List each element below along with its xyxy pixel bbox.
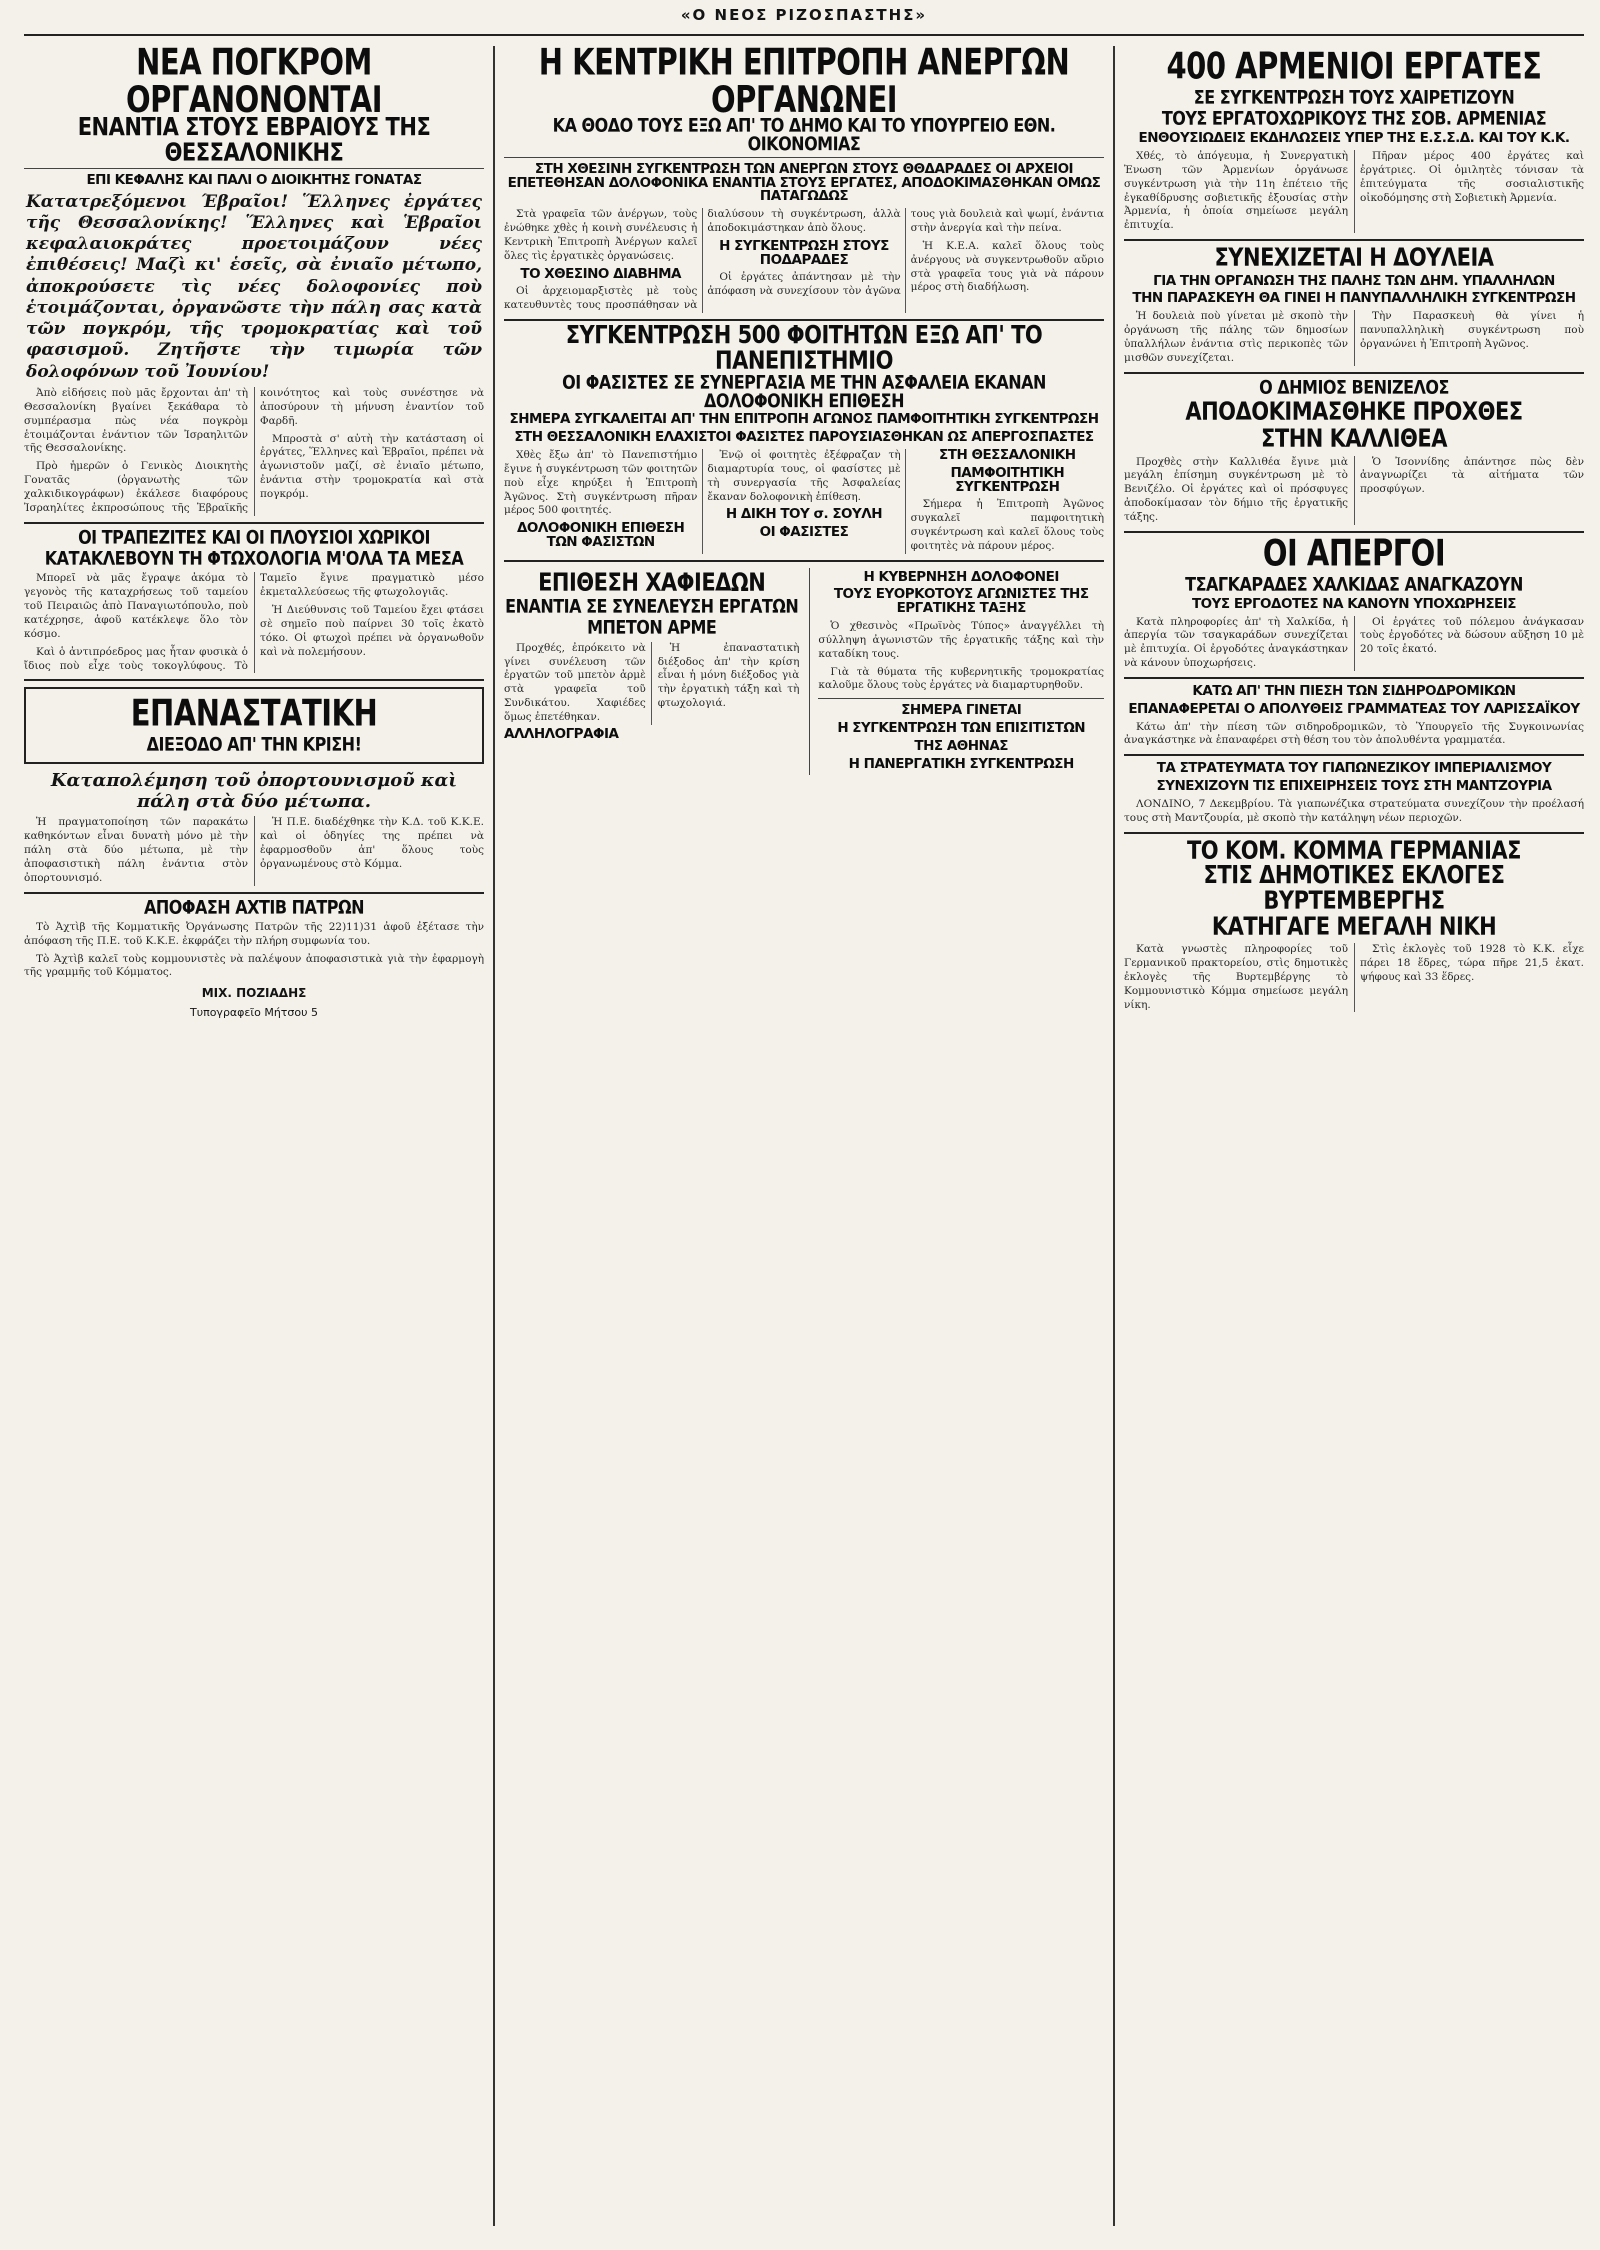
article-unemployed xyxy=(504,46,1104,313)
paragraph: Μπορεῖ νὰ μᾶς ἔγραψε ἀκόμα τὸ γεγονὸς τῆς καταχρήσεως τοῦ ταμείου τοῦ Πειραιῶς ἀπὸ Παναγιωτόπουλο, ποὺ κατέχρησε, ἀφοῦ κατέκλεψε ὅλο τὸν κόσμο. xyxy=(24,572,248,640)
article-manchuria xyxy=(1124,762,1584,825)
paragraph: Χθές, τὸ ἀπόγευμα, ἡ Συνεργατικὴ Ἐνωση τῶν Ἀρμενίων ὀργάνωσε συγκέντρωση γιὰ τὴν 11η ἐπέτειο τῆς ἐγκαθίδρυσης σοβιετικῆς ἐξουσίας στὴν Ἀρμενία, ἡ ὁποία σημείωσε μεγάλη ἐπιτυχία. xyxy=(1124,149,1348,232)
divider xyxy=(24,679,484,681)
article-germany xyxy=(1124,834,1584,1013)
article-body xyxy=(1124,456,1584,525)
paragraph: Ἡ Π.Ε. διαδέχθηκε τὴν Κ.Δ. τοῦ Κ.Κ.Ε. καὶ οἱ ὁδηγίες της πρέπει νὰ ἐφαρμοσθοῦν ἀπ' ὅλους τοὺς ὀργανωμένους στὸ Κόμμα. xyxy=(260,816,484,870)
article-venizelos xyxy=(1124,375,1584,525)
paragraph: Ἀπὸ εἰδήσεις ποὺ μᾶς ἔρχονται ἀπ' τὴ Θεσσαλονίκη βγαίνει ξεκάθαρα τὸ συμπέρασμα πὼς νέα πογκρὸμ ἑτοιμάζονται ἐνάντιον τῶν Ἰσραηλιτῶν τῆς Θεσσαλονίκης. xyxy=(24,386,248,455)
correspondence-heading: ΑΛΛΗΛΟΓΡΑΦΙΑ xyxy=(504,725,619,742)
paragraph: Στὰ γραφεῖα τῶν ἀνέργων, τοὺς ἐνώθηκε χθὲς ἡ κοινὴ συνέλευσις ἡ Κεντρικὴ Ἐπιτροπὴ Ἀνέργων καλεῖ ὅλες τὶς ἐργατικὲς ὀργανώσεις. xyxy=(504,208,698,262)
headline: ΤΟ ΚΟΜ. ΚΟΜΜΑ ΓΕΡΜΑΝΙΑΣ xyxy=(1186,834,1522,864)
article-body xyxy=(1124,150,1584,233)
article-hafiedes xyxy=(504,568,799,776)
headline-sub: ΔΙΕΞΟΔΟ ΑΠ' ΤΗΝ ΚΡΙΣΗ! xyxy=(146,733,362,756)
headline: ΟΙ ΑΠΕΡΓΟΙ xyxy=(1262,531,1446,574)
headline-deck: ΣΗΜΕΡΑ ΣΥΓΚΑΛΕΙΤΑΙ ΑΠ' ΤΗΝ ΕΠΙΤΡΟΠΗ ΑΓΩΝΟΣ ΠΑΜΦΟΙΤΗΤΙΚΗ ΣΥΓΚΕΝΤΡΩΣΗ xyxy=(509,411,1099,428)
headline-sub: ΕΝΑΝΤΙΑ ΣΤΟΥΣ ΕΒΡΑΙΟΥΣ ΤΗΣ ΘΕΣΣΑΛΟΝΙΚΗΣ xyxy=(77,112,431,167)
paragraph: Προχθές, ἐπρόκειτο νὰ γίνει συνέλευση τῶν ἐργατῶν τοῦ μπετὸν ἀρμὲ στὰ γραφεῖα τοῦ Συνδικάτου. Χαφιέδες ὅμως ἐπετέθηκαν. xyxy=(504,641,646,724)
paragraph: Ἡ δουλειὰ ποὺ γίνεται μὲ σκοπὸ τὴν ὀργάνωση τῆς πάλης τῶν δημοσίων ὑπαλλήλων ἐνάντια στὶς περικοπὲς τῶν μισθῶν συνεχίζεται. xyxy=(1124,310,1348,364)
headline: ΑΠΟΦΑΣΗ ΑΧΤΙΒ ΠΑΤΡΩΝ xyxy=(143,896,364,918)
paragraph: Σήμερα ἡ Ἐπιτροπὴ Ἀγῶνος συγκαλεῖ παμφοιτητικὴ συγκέντρωση καὶ καλεῖ ὅλους τοὺς φοιτητὲς νὰ πάρουν μέρος. xyxy=(910,498,1104,552)
headline: ΤΑ ΣΤΡΑΤΕΥΜΑΤΑ ΤΟΥ ΓΙΑΠΩΝΕΖΙΚΟΥ ΙΜΠΕΡΙΑΛΙΣΜΟΥ xyxy=(1156,760,1552,777)
divider xyxy=(1124,372,1584,374)
headline-sub: ΤΗΣ ΑΘΗΝΑΣ xyxy=(914,737,1009,754)
divider xyxy=(24,168,484,169)
headline-deck: ΤΗΝ ΠΑΡΑΣΚΕΥΗ ΘΑ ΓΙΝΕΙ Η ΠΑΝΥΠΑΛΛΗΛΙΚΗ ΣΥΓΚΕΝΤΡΩΣΗ xyxy=(1132,290,1576,307)
paragraph: Ἡ Κ.Ε.Α. καλεῖ ὅλους τοὺς ἀνέργους νὰ συγκεντρωθοῦν αὔριο στὰ γραφεῖα τους γιὰ νὰ πάρουν μέρος στὴ διαδήλωση. xyxy=(910,239,1104,294)
section-subhead: Η ΠΑΝΕΡΓΑΤΙΚΗ ΣΥΓΚΕΝΤΡΩΣΗ xyxy=(848,755,1074,772)
paragraph: Τὸ Ἀχτὶβ καλεῖ τοὺς κομμουνιστὲς νὰ παλέψουν ἀποφασιστικὰ γιὰ τὴν ἐφαρμογὴ τῆς γραμμῆς τοῦ Κόμματος. xyxy=(24,952,484,979)
headline-sub: ΚΑΤΗΓΑΓΕ ΜΕΓΑΛΗ ΝΙΚΗ xyxy=(1211,911,1497,940)
paragraph: Γιὰ τὰ θύματα τῆς κυβερνητικῆς τρομοκρατίας καλοῦμε ὅλους τοὺς ἐργάτες νὰ διαμαρτυρηθοῦν. xyxy=(818,665,1104,692)
headline-sub: ΕΠΑΝΑΦΕΡΕΤΑΙ Ο ΑΠΟΛΥΘΕΙΣ ΓΡΑΜΜΑΤΕΑΣ ΤΟΥ ΛΑΡΙΣΣΑΪΚΟΥ xyxy=(1128,700,1580,717)
article-bankers xyxy=(24,526,484,674)
paragraph: Πῆραν μέρος 400 ἐργάτες καὶ ἐργάτριες. Οἱ ὁμιλητὲς τόνισαν τὰ ἐπιτεύγματα τῆς σοσιαλιστικῆς οἰκοδόμησης στὴ Σοβιετικὴ Ἀρμενία. xyxy=(1360,149,1584,204)
column-rule xyxy=(493,46,495,2226)
section-subhead: Η ΔΙΚΗ ΤΟΥ σ. ΣΟΥΛΗ xyxy=(725,506,883,523)
article-body xyxy=(24,816,484,885)
section-subhead: ΤΟ ΧΘΕΣΙΝΟ ΔΙΑΒΗΜΑ xyxy=(520,265,681,282)
headline-sub: ΣΥΝΕΧΙΖΟΥΝ ΤΙΣ ΕΠΙΧΕΙΡΗΣΕΙΣ ΤΟΥΣ ΣΤΗ ΜΑΝΤΖΟΥΡΙΑ xyxy=(1156,778,1552,795)
section-subhead: ΔΟΛΟΦΟΝΙΚΗ ΕΠΙΘΕΣΗ ΤΩΝ ΦΑΣΙΣΤΩΝ xyxy=(516,520,685,551)
headline: ΟΙ ΤΡΑΠΕΖΙΤΕΣ ΚΑΙ ΟΙ ΠΛΟΥΣΙΟΙ ΧΩΡΙΚΟΙ xyxy=(78,526,430,549)
paragraph: Οἱ ἐργάτες τοῦ πόλεμου ἀνάγκασαν τοὺς ἐργοδότες νὰ δώσουν αὔξηση 10 μὲ 20 τοῖς ἑκατό. xyxy=(1360,615,1584,656)
paragraph: Χθὲς ἔξω ἀπ' τὸ Πανεπιστήμιο ἔγινε ἡ συγκέντρωση τῶν φοιτητῶν ποὺ εἶχε κηρύξει ἡ Ἐπιτροπὴ Ἀγῶνος. Στὴ συγκέντρωση πῆραν μέρος 500 φοιτητές. xyxy=(504,448,698,517)
article-body xyxy=(1124,616,1584,671)
article-government xyxy=(809,568,1104,776)
article-subhead: Καταπολέμηση τοῦ ὀπορτουνισμοῦ καὶ πάλη στὰ δύο μέτωπα. xyxy=(50,770,458,813)
headline-deck: ΣΤΗ ΘΕΣΣΑΛΟΝΙΚΗ ΕΛΑΧΙΣΤΟΙ ΦΑΣΙΣΤΕΣ ΠΑΡΟΥΣΙΑΣΘΗΚΑΝ ΩΣ ΑΠΕΡΓΟΣΠΑΣΤΕΣ xyxy=(514,429,1094,446)
divider xyxy=(504,157,1104,158)
headline: ΣΥΓΚΕΝΤΡΩΣΗ 500 ΦΟΙΤΗΤΩΝ ΕΞΩ ΑΠ' ΤΟ ΠΑΝΕΠΙΣΤΗΜΙΟ xyxy=(565,320,1043,375)
paragraph: ΛΟΝΔΙΝΟ, 7 Δεκεμβρίου. Τὰ γιαπωνέζικα στρατεύματα συνεχίζουν τὴν προέλασή τους στὴ Μαντζουρία, μὲ σκοπὸ τὴν κατάληψη νέων περιοχῶν. xyxy=(1124,797,1584,824)
headline-sub: ΑΠΟΔΟΚΙΜΑΣΘΗΚΕ ΠΡΟΧΘΕΣ xyxy=(1185,396,1523,426)
lower-center-row xyxy=(504,568,1104,776)
headline-deck: ΣΤΗ ΧΘΕΣΙΝΗ ΣΥΓΚΕΝΤΡΩΣΗ ΤΩΝ ΑΝΕΡΓΩΝ ΣΤΟΥΣ ΘΘΔΑΡΑΔΕΣ ΟΙ ΑΡΧΕΙΟΙ ΕΠΕΤΕΘΗΣΑΝ ΔΟΛΟΦΟΝΙΚΑ ΕΝΑΝΤΙΑ ΣΤΟΥΣ ΕΡΓΑΤΕΣ, ΑΠΟΔΟΚΙΜΑΣΘΗΚΑΝ ΟΜΩΣ ΠΑΤΑΓΩΔΩΣ xyxy=(507,160,1101,205)
article-armenians xyxy=(1124,46,1584,233)
masthead: «Ο ΝΕΟΣ ΡΙΖΟΣΠΑΣΤΗΣ» xyxy=(24,6,1584,36)
paragraph: Ὁ χθεσινὸς «Πρωϊνὸς Τύπος» ἀναγγέλλει τὴ σύλληψη ἀγωνιστῶν τῆς ἐργατικῆς τάξης καὶ τὴν καταδίκη τους. xyxy=(818,620,1104,660)
section-subhead: ΟΙ ΦΑΣΙΣΤΕΣ xyxy=(759,524,849,541)
headline-sub: ΟΙ ΦΑΣΙΣΤΕΣ ΣΕ ΣΥΝΕΡΓΑΣΙΑ ΜΕ ΤΗΝ ΑΣΦΑΛΕΙΑ ΕΚΑΝΑΝ ΔΟΛΟΦΟΝΙΚΗ ΕΠΙΘΕΣΗ xyxy=(562,371,1046,412)
headline-sub: ΤΟΥΣ ΕΡΓΑΤΟΧΩΡΙΚΟΥΣ ΤΗΣ ΣΟΒ. ΑΡΜΕΝΙΑΣ xyxy=(1161,107,1547,130)
headline-sub: ΕΝΑΝΤΙΑ ΣΕ ΣΥΝΕΛΕΥΣΗ ΕΡΓΑΤΩΝ xyxy=(505,595,799,618)
divider xyxy=(24,892,484,894)
divider xyxy=(504,560,1104,562)
headline-deck: ΕΝΘΟΥΣΙΩΔΕΙΣ ΕΚΔΗΛΩΣΕΙΣ ΥΠΕΡ ΤΗΣ Ε.Σ.Σ.Δ. ΚΑΙ ΤΟΥ Κ.Κ. xyxy=(1138,130,1570,147)
headline: ΝΕΑ ΠΟΓΚΡΟΜ ΟΡΓΑΝΟΝΟΝΤΑΙ xyxy=(126,46,382,121)
headline: ΕΠΙΘΕΣΗ ΧΑΦΙΕΔΩΝ xyxy=(538,567,766,596)
article-body xyxy=(1124,943,1584,1012)
headline: ΣΗΜΕΡΑ ΓΙΝΕΤΑΙ xyxy=(901,702,1022,719)
paragraph: Τὸ Ἀχτὶβ τῆς Κομματικῆς Ὀργάνωσης Πατρῶν τῆς 22)11)31 ἀφοῦ ἐξέτασε τὴν ἀπόφαση τῆς Π.Ε. τοῦ Κ.Κ.Ε. ἐκφράζει τὴν πλήρη συμφωνία του. xyxy=(24,920,484,947)
headline: ΚΑΤΩ ΑΠ' ΤΗΝ ΠΙΕΣΗ ΤΩΝ ΣΙΔΗΡΟΔΡΟΜΙΚΩΝ xyxy=(1192,683,1516,700)
headline: Η ΚΥΒΕΡΝΗΣΗ ΔΟΛΟΦΟΝΕΙ xyxy=(863,568,1059,585)
headline-sub: ΣΤΗΝ ΚΑΛΛΙΘΕΑ xyxy=(1261,423,1447,453)
paragraph: Ἡ ἐπαναστατικὴ διέξοδος ἀπ' τὴν κρίση εἶναι ἡ μόνη διέξοδος γιὰ τὴν ἐργατικὴ τάξη καὶ τὴ φτωχολογιά. xyxy=(657,641,800,710)
paragraph: Κατὰ γνωστὲς πληροφορίες τοῦ Γερμανικοῦ πρακτορείου, στὶς δημοτικὲς ἐκλογὲς τῆς Βυρτεμβέργης τὸ Κομμουνιστικὸ Κόμμα σημείωσε μεγάλη νίκη. xyxy=(1124,943,1348,1011)
paragraph: Τὴν Παρασκευὴ θὰ γίνει ἡ πανυπαλληλικὴ συγκέντρωση ποὺ ὀργανώνει ἡ Ἐπιτροπὴ Ἀγῶνος. xyxy=(1360,310,1584,350)
headline-sub: ΚΑΤΑΚΛΕΒΟΥΝ ΤΗ ΦΤΩΧΟΛΟΓΙΑ Μ'ΟΛΑ ΤΑ ΜΕΣΑ xyxy=(44,547,464,570)
article-lead: Κατατρεξόμενοι Έβραῖοι! Ἕλληνες ἐργάτες τῆς Θεσσαλονίκης! Ἕλληνες καὶ Ἑβραῖοι κεφαλαιοκράτες προετοιμάζουν νέες ἐπιθέσεις! Μαζὶ κι' ἑσεῖς, σὰ ἐνιαῖο μέτωπο, ἀποκρούσετε τὶς νέες δολοφονίες ποὺ ἑτοιμάζονται, ὀργανῶστε τὴν πάλη σας κατὰ τῶν πογκρόμ, τῆς τρομοκρατίας καὶ τοῦ φασισμοῦ. Ζητῆστε τὴν τιμωρία τῶν δολοφόνων τοῦ Ἰουνίου! xyxy=(26,191,482,382)
article-body xyxy=(504,642,799,725)
headline-sub: Η ΣΥΓΚΕΝΤΡΩΣΗ ΤΩΝ ΕΠΙΣΙΤΙΣΤΩΝ xyxy=(837,720,1086,737)
paragraph: Οἱ ἐργάτες ἀπάντησαν μὲ τὴν ἀπόφαση νὰ συνεχίσουν τὸν ἀγῶνα τους γιὰ δουλειὰ καὶ ψωμί, ἐνάντια στὴν ἀνεργία καὶ τὴν πείνα. xyxy=(707,208,1104,298)
section-subhead: ΣΤΗ ΘΕΣΣΑΛΟΝΙΚΗ xyxy=(939,446,1076,463)
headline-box xyxy=(24,687,484,764)
article-municipal-employees xyxy=(1124,242,1584,365)
divider xyxy=(1124,239,1584,241)
headline: Η ΚΕΝΤΡΙΚΗ ΕΠΙΤΡΟΠΗ ΑΝΕΡΓΩΝ ΟΡΓΑΝΩΝΕΙ xyxy=(538,46,1070,121)
article-body xyxy=(24,572,484,673)
headline-sub: ΓΙΑ ΤΗΝ ΟΡΓΑΝΩΣΗ ΤΗΣ ΠΑΛΗΣ ΤΩΝ ΔΗΜ. ΥΠΑΛΛΗΛΩΝ xyxy=(1153,272,1555,289)
headline: 400 ΑΡΜΕΝΙΟΙ ΕΡΓΑΤΕΣ xyxy=(1166,46,1542,88)
paragraph: Στὶς ἐκλογὲς τοῦ 1928 τὸ Κ.Κ. εἶχε πάρει 18 ἕδρες, τώρα πῆρε 21,5 ἐκατ. ψήφους καὶ 33 ἕδρες. xyxy=(1360,943,1584,983)
paragraph: Μπροστὰ σ' αὐτὴ τὴν κατάσταση οἱ ἐργάτες, Ἕλληνες καὶ Ἑβραῖοι, πρέπει νὰ ἀγωνιστοῦν μαζί, σὲ ἐνιαῖο μέτωπο, ἐνάντια στὴν τρομοκρατία καὶ στὰ πογκρόμ. xyxy=(260,432,484,500)
headline: ΣΥΝΕΧΙΖΕΤΑΙ Η ΔΟΥΛΕΙΑ xyxy=(1214,242,1494,272)
paragraph: Ἐνῷ οἱ φοιτητὲς ἐξέφραζαν τὴ διαμαρτυρία τους, οἱ φασίστες μὲ τὴ συνεργασία τῆς Ἀσφαλείας ἔκαναν δολοφονικὴ ἐπίθεση. xyxy=(707,448,901,503)
column-rule xyxy=(1113,46,1115,2226)
headline-sub: ΚΑ ΘΟΔΟ ΤΟΥΣ ΕΞΩ ΑΠ' ΤΟ ΔΗΜΟ ΚΑΙ ΤΟ ΥΠΟΥΡΓΕΙΟ ΕΘΝ. ΟΙΚΟΝΟΜΙΑΣ xyxy=(552,114,1056,156)
article-body xyxy=(24,387,484,516)
paragraph: Ἡ πραγματοποίηση τῶν παρακάτω καθηκόντων εἶναι δυνατὴ μόνο μὲ τὴν πάλη στὰ δύο μέτωπα, μὲ τὴν ἀποφασιστικὴ πάλη ἐνάντια στὸν ὀπορτουνισμό. xyxy=(24,816,248,884)
article-revolutionary-exit xyxy=(24,687,484,885)
divider xyxy=(1124,677,1584,679)
headline-sub: ΤΣΑΓΚΑΡΑΔΕΣ ΧΑΛΚΙΔΑΣ ΑΝΑΓΚΑΖΟΥΝ xyxy=(1185,572,1523,595)
paragraph: Πρὸ ἡμερῶν ὁ Γενικὸς Διοικητὴς Γονατᾶς (ὀργανωτὴς τῶν χαλκιδικογράφων) ἐκάλεσε διαφόρους Ἰσραηλίτες ἐκπροσώπους τῆς Ἑβραϊκῆς κοινότητος καὶ τοὺς συνέστησε νὰ ἀποσύρουν τὴ μήνυση ἐναντίον τοῦ Φαρδῆ. xyxy=(24,386,484,514)
paragraph: Καὶ ὁ ἀντιπρόεδρος μας ἦταν φυσικὰ ὁ ἴδιος ποὺ εἶχε τοὺς τοκογλύφους. Τὸ Ταμεῖο ἔγινε πραγματικὸ μέσο ἐκμεταλλεύσεως τῆς φτωχολογιᾶς. xyxy=(24,572,484,672)
article-railway xyxy=(1124,685,1584,748)
headline: ΕΠΑΝΑΣΤΑΤΙΚΗ xyxy=(130,691,378,735)
article-patras-decision xyxy=(24,896,484,1020)
article-pogrom xyxy=(24,46,484,516)
signature: ΜΙΧ. ΠΟΖΙΑΔΗΣ xyxy=(201,986,307,1001)
printer-line: Τυπογραφεῖο Μήτσου 5 xyxy=(190,1006,318,1020)
article-body xyxy=(504,446,1104,554)
column-right xyxy=(1124,46,1584,1012)
headline-sub: ΣΤΙΣ ΔΗΜΟΤΙΚΕΣ ΕΚΛΟΓΕΣ ΒΥΡΤΕΜΒΕΡΓΗΣ xyxy=(1203,860,1505,915)
headline-sub: ΜΠΕΤΟΝ ΑΡΜΕ xyxy=(587,616,717,639)
paragraph: Κάτω ἀπ' τὴν πίεση τῶν σιδηροδρομικῶν, τὸ Ὑπουργεῖο τῆς Συγκοινωνίας ἀναγκάστηκε νὰ ἐπαναφέρει στὴ θέση του τὸν ἀπολυθέντα γραμματέα. xyxy=(1124,720,1584,747)
section-subhead: ΠΑΜΦΟΙΤΗΤΙΚΗ ΣΥΓΚΕΝΤΡΩΣΗ xyxy=(950,464,1065,495)
paragraph: Προχθὲς στὴν Καλλιθέα ἔγινε μιὰ μεγάλη ἐπίσημη συγκέντρωση μὲ τὸ Βενιζέλο. Οἱ ἐργάτες καὶ οἱ πρόσφυγες ἀποδοκίμασαν τὸν δήμιο τῆς ἐργατικῆς τάξης. xyxy=(1124,455,1348,524)
headline-sub: ΤΟΥΣ ΕΥΟΡΚΟΤΟΥΣ ΑΓΩΝΙΣΤΕΣ ΤΗΣ ΕΡΓΑΤΙΚΗΣ ΤΑΞΗΣ xyxy=(833,586,1089,617)
newspaper-page xyxy=(24,6,1584,2236)
divider xyxy=(1124,754,1584,756)
paragraph: Ὁ Ἰσοννίδης ἀπάντησε πὼς δὲν ἀναγνωρίζει τὰ αἰτήματα τῶν προσφύγων. xyxy=(1360,455,1584,496)
column-left xyxy=(24,46,484,1019)
headline: Ο ΔΗΜΙΟΣ ΒΕΝΙΖΕΛΟΣ xyxy=(1259,375,1449,398)
divider xyxy=(1124,832,1584,834)
divider xyxy=(818,698,1104,699)
article-strikers xyxy=(1124,531,1584,671)
article-body xyxy=(1124,310,1584,365)
paragraph: Ἡ Διεύθυνσις τοῦ Ταμείου ἔχει φτάσει σὲ σημεῖο ποὺ παίρνει 30 τοῖς ἑκατὸ τόκο. Οἱ φτωχοὶ πρέπει νὰ ὀργανωθοῦν καὶ νὰ πολεμήσουν. xyxy=(260,604,484,658)
paragraph: Οἱ ἀρχειομαρξιστὲς μὲ τοὺς κατευθυντὲς τους προσπάθησαν νὰ διαλύσουν τὴ συγκέντρωση, ἀλλὰ ἀποδοκιμάστηκαν ἀπὸ ὅλους. xyxy=(504,208,901,312)
divider xyxy=(24,522,484,524)
headline-sub: ΣΕ ΣΥΓΚΕΝΤΡΩΣΗ ΤΟΥΣ ΧΑΙΡΕΤΙΖΟΥΝ xyxy=(1193,86,1515,108)
paragraph: Κατὰ πληροφορίες ἀπ' τὴ Χαλκίδα, ἡ ἀπεργία τῶν τσαγκαράδων συνεχίζεται μὲ ἐπιτυχία. Οἱ ἐργοδότες ἀναγκάστηκαν νὰ κάνουν ὑποχωρήσεις. xyxy=(1124,615,1348,670)
headline-deck: ΤΟΥΣ ΕΡΓΟΔΟΤΕΣ ΝΑ ΚΑΝΟΥΝ ΥΠΟΧΩΡΗΣΕΙΣ xyxy=(1191,595,1517,612)
article-students xyxy=(504,320,1104,554)
article-body xyxy=(504,208,1104,313)
column-center xyxy=(504,46,1104,775)
section-subhead: Η ΣΥΓΚΕΝΤΡΩΣΗ ΣΤΟΥΣ ΠΟΔΑΡΑΔΕΣ xyxy=(719,237,889,268)
headline-deck: ΕΠΙ ΚΕΦΑΛΗΣ ΚΑΙ ΠΑΛΙ Ο ΔΙΟΙΚΗΤΗΣ ΓΟΝΑΤΑΣ xyxy=(86,171,422,188)
